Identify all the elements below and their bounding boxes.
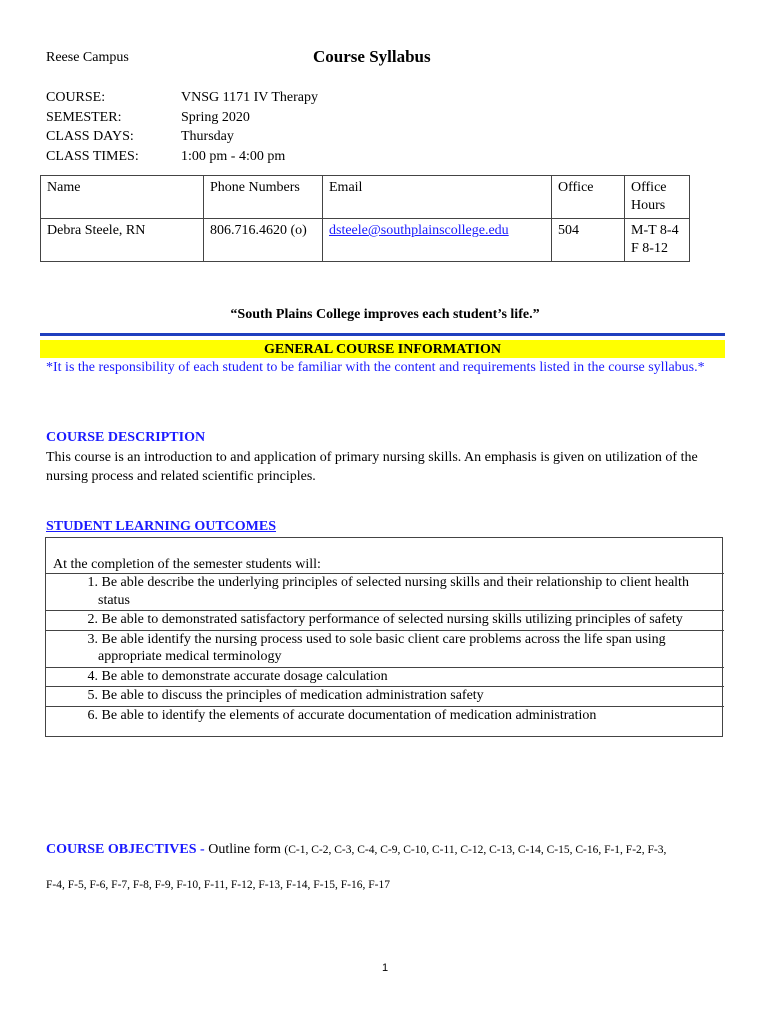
instructor-phone: 806.716.4620 (o) [204, 219, 323, 262]
instructor-email-link[interactable]: dsteele@southplainscollege.edu [329, 223, 509, 238]
course-description-text: This course is an introduction to and application of primary nursing skills. An emphasis is given on utilization of the nursing process and related scientific principles. [46, 450, 698, 484]
meta-label: CLASS DAYS: [46, 129, 134, 144]
learning-outcomes-list [46, 573, 724, 725]
instructor-name: Debra Steele, RN [41, 219, 204, 262]
general-info-heading: GENERAL COURSE INFORMATION [40, 340, 725, 358]
office-hours-line: F 8-12 [631, 241, 668, 256]
table-header-row [41, 176, 690, 219]
meta-semester [46, 108, 318, 128]
instructor-email-cell [323, 219, 552, 262]
header-phone: Phone Numbers [204, 176, 323, 219]
campus-label: Reese Campus [46, 50, 129, 65]
page-title: Course Syllabus [313, 47, 431, 66]
meta-label: CLASS TIMES: [46, 148, 139, 164]
learning-outcomes-heading: STUDENT LEARNING OUTCOMES [46, 519, 277, 534]
list-item-text: Be able to identify the elements of accurate documentation of medication administration [101, 707, 597, 723]
list-item [46, 706, 724, 726]
list-item-number: 1. [87, 575, 98, 590]
list-item-text: Be able to discuss the principles of medication administration safety [101, 688, 484, 703]
meta-class-times [46, 147, 318, 167]
list-item [46, 630, 724, 667]
header-email: Email [323, 176, 552, 219]
meta-value: Spring 2020 [181, 109, 250, 125]
list-item-text: Be able identify the nursing process used to sole basic client care problems across the life span using appropriate medical terminology [98, 631, 666, 664]
college-motto: “South Plains College improves each student’s life.” [230, 307, 540, 322]
list-item [46, 667, 724, 687]
course-meta [46, 88, 318, 166]
course-objectives-outline: Outline form [208, 842, 281, 857]
meta-label: COURSE: [46, 90, 106, 105]
meta-value: Thursday [181, 129, 234, 144]
header-office-hours: Office Hours [625, 176, 690, 219]
instructor-contact-table [40, 175, 690, 262]
list-item-number: 5. [87, 688, 98, 703]
header-office: Office [552, 176, 625, 219]
page-number: 1 [381, 962, 389, 974]
table-row [41, 219, 690, 262]
meta-label: SEMESTER: [46, 109, 122, 125]
general-info-note: *It is the responsibility of each student to be familiar with the content and requirements listed in the course syllabus.* [46, 360, 705, 375]
office-hours-line: M-T 8-4 [631, 223, 679, 238]
course-objectives-line [46, 842, 666, 858]
list-item-text: Be able to demonstrate accurate dosage calculation [101, 668, 388, 684]
meta-course [46, 88, 318, 108]
course-description-heading: COURSE DESCRIPTION [46, 430, 206, 445]
list-item [46, 686, 724, 706]
instructor-office-hours [625, 219, 690, 262]
meta-class-days [46, 127, 318, 147]
header-name: Name [41, 176, 204, 219]
meta-value: 1:00 pm - 4:00 pm [181, 148, 286, 164]
list-item-text: Be able to demonstrated satisfactory performance of selected nursing skills utilizing principles of safety [101, 612, 683, 627]
list-item-number: 3. [87, 631, 98, 647]
section-divider [40, 333, 725, 336]
list-item [46, 573, 724, 610]
list-item-number: 6. [87, 707, 98, 723]
instructor-office: 504 [552, 219, 625, 262]
course-objectives-codes-continued: F-4, F-5, F-6, F-7, F-8, F-9, F-10, F-11, F-12, F-13, F-14, F-15, F-16, F-17 [46, 879, 390, 891]
course-objectives-codes: (C-1, C-2, C-3, C-4, C-9, C-10, C-11, C-12, C-13, C-14, C-15, C-16, F-1, F-2, F-3, [284, 844, 667, 856]
learning-outcomes-intro: At the completion of the semester students will: [53, 557, 321, 572]
list-item [46, 610, 724, 630]
list-item-number: 2. [87, 612, 98, 627]
meta-value: VNSG 1171 IV Therapy [181, 90, 319, 105]
course-objectives-heading: COURSE OBJECTIVES - [46, 842, 205, 857]
list-item-text: Be able describe the underlying principles of selected nursing skills and their relationship to client health status [98, 575, 689, 608]
list-item-number: 4. [87, 668, 98, 684]
